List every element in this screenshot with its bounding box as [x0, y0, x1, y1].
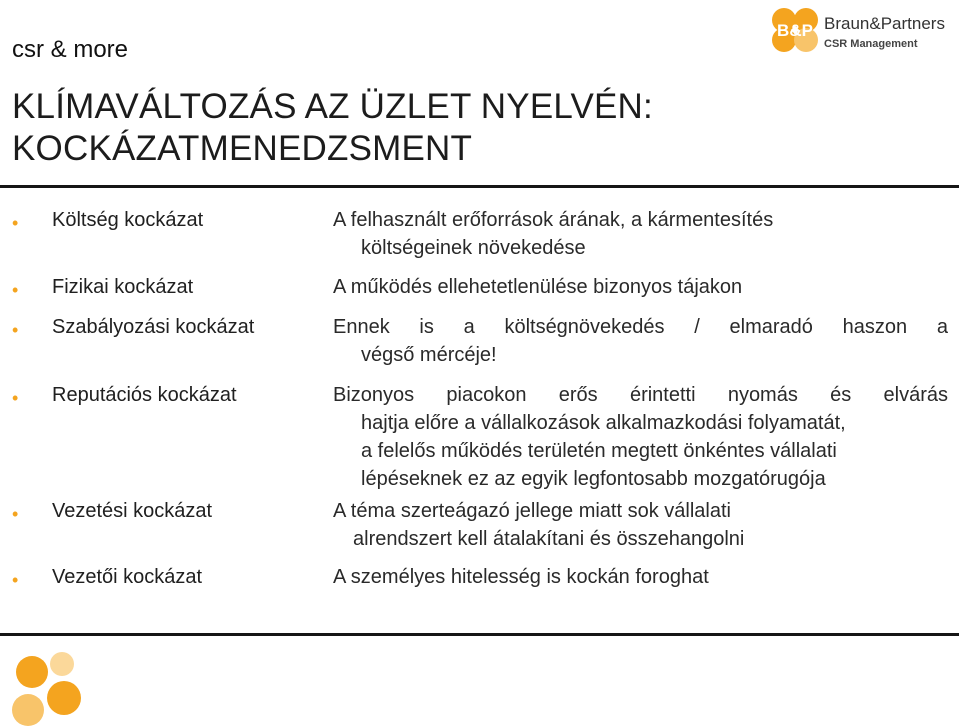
risk-description	[333, 313, 948, 369]
bullet-icon: •	[12, 213, 19, 233]
section-label: csr & more	[12, 36, 129, 63]
risk-line: költségeinek növekedése	[361, 237, 586, 259]
bullet-icon: •	[12, 320, 19, 340]
title-line-1: KLÍMAVÁLTOZÁS AZ ÜZLET NYELVÉN:	[12, 87, 653, 126]
risk-line: A felhasznált erőforrások árának, a kármentesítés	[333, 209, 774, 231]
risk-term: Reputációs kockázat	[52, 384, 237, 406]
risk-term: Vezetési kockázat	[52, 500, 213, 522]
risk-term: Fizikai kockázat	[52, 276, 194, 298]
risk-description	[333, 381, 948, 493]
logo-company: Braun&Partners	[824, 14, 945, 33]
bullet-icon: •	[12, 388, 19, 408]
bullet-icon: •	[12, 280, 19, 300]
bullet-icon: •	[12, 504, 19, 524]
risk-description	[333, 563, 948, 591]
risk-line: Ennek is a költségnövekedés / elmaradó haszon a	[333, 316, 948, 338]
title-line-2: KOCKÁZATMENEDZSMENT	[12, 129, 473, 168]
risk-line: lépéseknek ez az egyik legfontosabb mozgatórugója	[361, 468, 826, 490]
risk-term: Szabályozási kockázat	[52, 316, 255, 338]
risk-term: Vezetői kockázat	[52, 566, 203, 588]
logo-tagline: CSR Management	[824, 38, 918, 50]
decorative-dots-icon	[8, 650, 82, 726]
risk-line: a felelős működés területén megtett önkéntes vállalati	[361, 440, 837, 462]
logo-mark-text: B&P	[777, 21, 813, 40]
bullet-icon: •	[12, 570, 19, 590]
risk-line: A működés ellehetetlenülése bizonyos tájakon	[333, 276, 743, 298]
risk-line: hajtja előre a vállalkozások alkalmazkodási folyamatát,	[361, 412, 846, 434]
bottom-divider	[0, 633, 959, 636]
risk-line: Bizonyos piacokon erős érintetti nyomás és elvárás	[333, 384, 948, 406]
risk-description	[333, 206, 948, 262]
risk-line: A személyes hitelesség is kockán foroghat	[333, 566, 709, 588]
risk-line: A téma szerteágazó jellege miatt sok vállalati	[333, 500, 731, 522]
risk-line: végső mércéje!	[361, 344, 497, 366]
risk-description	[333, 497, 948, 553]
risk-line: alrendszert kell átalakítani és összehangolni	[353, 528, 745, 550]
risk-description	[333, 273, 948, 301]
risk-term: Költség kockázat	[52, 209, 204, 231]
